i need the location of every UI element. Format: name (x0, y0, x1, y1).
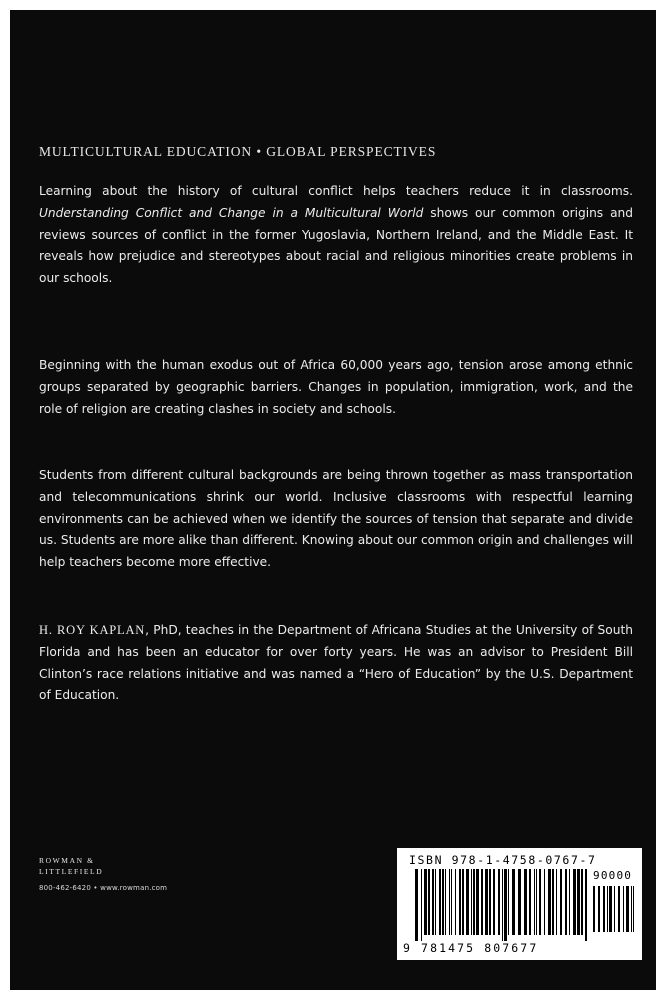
barcode-bar (626, 886, 629, 932)
publisher-name-line-1: ROWMAN & (39, 856, 95, 865)
barcode-bar (435, 869, 436, 935)
barcode-bar (618, 886, 620, 932)
barcode-bar (415, 869, 418, 941)
barcode-bar (581, 869, 583, 935)
barcode-bar (548, 869, 551, 935)
barcode-bar (442, 869, 444, 935)
barcode-bar (498, 869, 500, 935)
barcode-bar (489, 869, 491, 935)
barcode-bar (504, 869, 507, 941)
paragraph-3-text: Students from different cultural backgrounds are being thrown together as mass transportation and telecommunications shrink our world. Inclusive classrooms with respectful learning environments can be achieved when we identify the sources of tension that separate and divide us. Students are more alike than different. Knowing about our common origin and challenges will help teachers become more effective. (39, 468, 633, 570)
barcode-bar (445, 869, 446, 935)
author-bio (39, 620, 633, 707)
barcode-bar (536, 869, 537, 935)
back-cover (10, 10, 656, 990)
paragraph-1-opening: Learning about the history of cultural conflict helps teachers reduce it in classrooms. (39, 184, 633, 198)
series-title: MULTICULTURAL EDUCATION • GLOBAL PERSPECTIVES (39, 144, 437, 159)
publisher-block (39, 855, 167, 892)
barcode-bar (462, 869, 464, 935)
price-barcode-bars (593, 886, 637, 938)
barcode-bar (560, 869, 562, 935)
barcode-bar (439, 869, 441, 935)
barcode-bar (623, 886, 624, 932)
ean-digits: 9 781475 807677 (403, 941, 539, 955)
barcode-bar (569, 869, 570, 935)
barcode-bar (614, 886, 615, 932)
barcode-bar (432, 869, 434, 935)
barcode-bar (607, 886, 608, 932)
barcode-bar (424, 869, 427, 935)
barcode-bar (476, 869, 479, 935)
paragraph-2-text: Beginning with the human exodus out of Africa 60,000 years ago, tension arose among ethnic groups separated by geographic barriers. Changes in population, immigration, work, and the role of religion are creating clashes in society and schools. (39, 358, 633, 416)
barcode-bar (421, 869, 422, 941)
description-paragraph-3 (39, 465, 633, 574)
barcode-bar (609, 886, 612, 932)
barcode-bar (524, 869, 527, 935)
publisher-name-line-2: LITTLEFIELD (39, 867, 104, 876)
barcode-bar (512, 869, 515, 935)
author-bio-text: , PhD, teaches in the Department of Africana Studies at the University of South Florida and has been an educator for over forty years. He was an advisor to President Bill Clinton’s race relations initiative and was named a “Hero of Education” by the U.S. Department of Education. (39, 623, 633, 703)
barcode-bar (534, 869, 535, 935)
barcode-bar (556, 869, 557, 935)
price-code: 90000 (593, 869, 633, 882)
description-paragraph-2 (39, 355, 633, 420)
barcode-bar (518, 869, 521, 935)
publisher-contact: 800-462-6420 • www.rowman.com (39, 884, 168, 892)
isbn-label: ISBN 978-1-4758-0767-7 (409, 853, 597, 867)
barcode-bar (428, 869, 430, 935)
barcode-bar (565, 869, 567, 935)
barcode-bar (473, 869, 475, 935)
barcode-bar (539, 869, 541, 935)
barcode-bar (603, 886, 605, 932)
barcode-bar (598, 886, 600, 932)
barcode-bar (631, 886, 632, 932)
barcode-bar (466, 869, 469, 935)
barcode-bar (471, 869, 472, 935)
barcode-bar (577, 869, 580, 935)
barcode-bar (593, 886, 595, 932)
barcode-bar (544, 869, 545, 935)
barcode-bar (449, 869, 450, 935)
barcode-bar (529, 869, 531, 935)
book-title: Understanding Conflict and Change in a Multicultural World (39, 205, 424, 220)
barcode-bar (585, 869, 587, 941)
barcode-bar (451, 869, 452, 935)
barcode-bar (508, 869, 509, 935)
barcode-bar (552, 869, 554, 935)
ean-barcode-bars (415, 869, 590, 941)
barcode-bar (485, 869, 488, 935)
barcode-bar (481, 869, 483, 935)
barcode-bar (502, 869, 503, 941)
barcode-bar (493, 869, 495, 935)
barcode-bar (573, 869, 576, 935)
barcode-bar (633, 886, 634, 932)
author-name: H. ROY KAPLAN (39, 623, 146, 637)
description-paragraph-1 (39, 181, 633, 290)
paragraph-1-rest: shows our common origins and reviews sources of conflict in the former Yugoslavia, Northern Ireland, and the Middle East. It reveals how prejudice and stereotypes about racial and religious minorities create problems in our schools. (39, 205, 633, 286)
isbn-barcode (397, 848, 642, 960)
barcode-bar (455, 869, 456, 935)
barcode-bar (459, 869, 461, 935)
